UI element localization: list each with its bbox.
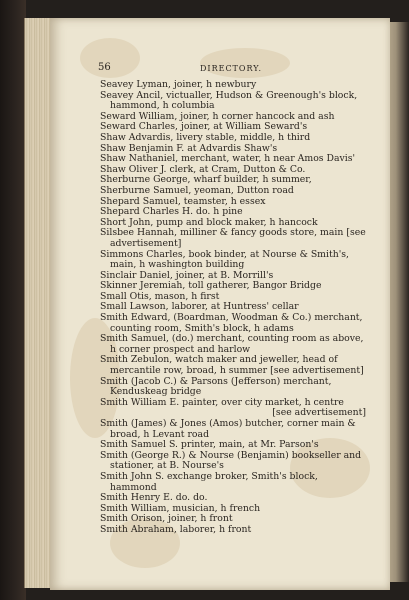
entry-text: Smith Samuel, (do.) merchant, counting room as above, h corner prospect and harlow [100,333,364,355]
entry-text: Shaw Advardis, livery stable, middle, h third [100,131,311,143]
entry-text: Smith William E. painter, over city market, h centre [100,396,344,408]
entry-text: Sherburne George, wharf builder, h summer, [100,174,312,186]
directory-entries [100,80,366,536]
directory-entry [100,419,366,440]
entry-text: Smith Samuel S. printer, main, at Mr. Parson's [100,439,319,451]
entry-text: Seward William, joiner, h corner hancock and ash [100,110,335,122]
page-header [98,62,360,76]
entry-text: Small Otis, mason, h first [100,290,220,302]
entry-text: Shepard Charles H. do. h pine [100,206,243,218]
directory-entry [100,377,366,398]
directory-entry [100,451,366,472]
directory-entry [100,313,366,334]
entry-text: Smith Abraham, laborer, h front [100,523,252,535]
entry-text: Smith (James) & Jones (Amos) butcher, corner main & broad, h Levant road [100,418,356,440]
running-head: DIRECTORY. [200,64,263,73]
entry-right-note: [see advertisement] [272,407,366,419]
directory-entry [100,525,366,536]
entry-text: Smith Orison, joiner, h front [100,513,233,525]
entry-text: Sinclair Daniel, joiner, at B. Morrill's [100,269,274,281]
entry-text: Seward Charles, joiner, at William Seward's [100,121,308,133]
entry-text: Smith (George R.) & Nourse (Benjamin) bookseller and stationer, at B. Nourse's [100,449,362,472]
entry-text: Smith William, musician, h french [100,502,261,514]
entry-text: Shaw Oliver J. clerk, at Cram, Dutton & Co. [100,163,306,175]
directory-entry [100,472,366,493]
entry-text: Silsbee Hannah, milliner & fancy goods store, main [see advertisement] [100,227,366,249]
entry-text: Short John, pump and block maker, h hancock [100,216,318,228]
entry-text: Smith John S. exchange broker, Smith's block, hammond [100,470,318,493]
entry-text: Shaw Benjamin F. at Advardis Shaw's [100,142,278,154]
entry-text: Simmons Charles, book binder, at Nourse & Smith's, main, h washington building [100,248,349,271]
entry-text: Seavey Lyman, joiner, h newbury [100,79,257,90]
directory-entry [100,334,366,355]
page-number: 56 [98,62,111,73]
directory-entry [100,91,366,112]
entry-text: Shaw Nathaniel, merchant, water, h near Amos Davis' [100,153,356,165]
entry-text: Smith Henry E. do. do. [100,492,208,504]
directory-entry [100,228,366,249]
entry-text: Smith Zebulon, watch maker and jeweller, head of mercantile row, broad, h summer [see advertisement] [100,354,364,377]
entry-text: Seavey Ancil, victualler, Hudson & Greenough's block, hammond, h columbia [100,89,358,112]
entry-text: Smith Edward, (Boardman, Woodman & Co.) merchant, counting room, Smith's block, h adams [100,312,363,334]
entry-text: Smith (Jacob C.) & Parsons (Jefferson) merchant, Kenduskeag bridge [100,375,332,398]
book-spine-shadow [0,0,26,600]
directory-entry [100,250,366,271]
entry-text: Sherburne Samuel, yeoman, Dutton road [100,184,294,196]
right-page-edge [387,22,409,582]
entry-text: Shepard Samuel, teamster, h essex [100,195,266,207]
directory-entry [100,355,366,376]
directory-entry [100,398,366,419]
entry-text: Skinner Jeremiah, toll gatherer, Bangor Bridge [100,280,322,292]
entry-text: Small Lawson, laborer, at Huntress' cellar [100,301,299,313]
